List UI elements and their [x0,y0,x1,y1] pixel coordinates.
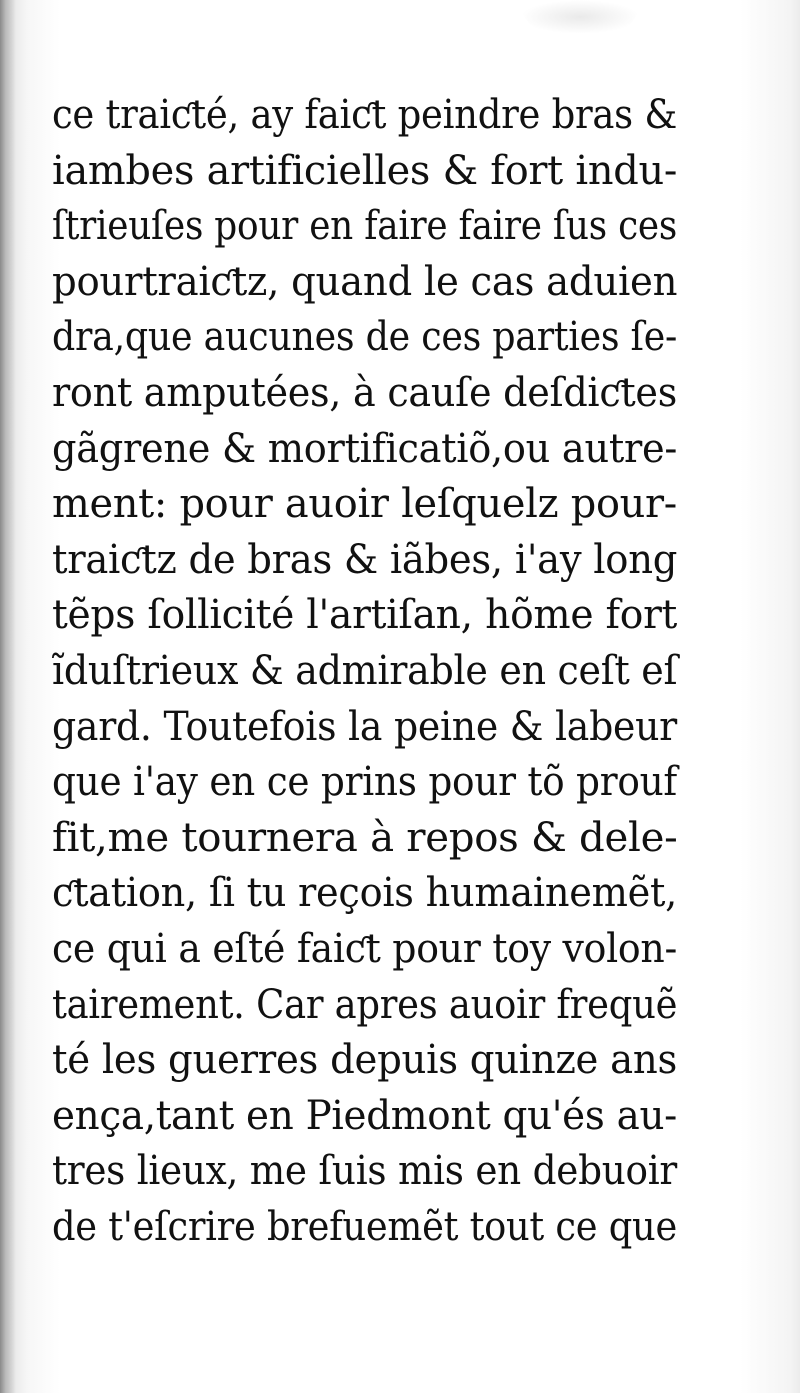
text-line-5: dra,que aucunes de ces parties ſe- [52,314,678,361]
text-line-7: gãgrene & mortificatiõ,ou autre- [52,425,677,472]
text-line-18: té les guerres depuis quinze ans [52,1037,678,1084]
text-line-2: iambes artificielles & fort indu- [52,147,677,194]
text-line-12: gard. Toutefois la peine & labeur [52,703,677,750]
text-line-8: ment: pour auoir leſquelz pour- [52,481,677,528]
text-line-17: tairement. Car apres auoir frequẽ [52,981,678,1028]
text-line-19: ença,tant en Piedmont qu'és au- [52,1092,678,1139]
text-line-15: ƈtation, ſi tu reçois humainemẽt, [52,870,677,917]
paper-stain [520,0,640,34]
text-line-14: fit,me tournera à repos & dele- [52,814,678,861]
text-line-4: pourtraiƈtz, quand le cas aduien [52,258,678,305]
text-line-3: ſtrieuſes pour en faire faire ſus ces [52,203,677,250]
text-line-11: ĩduſtrieux & admirable en ceſt eſ [52,647,678,694]
text-line-20: tres lieux, me ſuis mis en debuoir [52,1148,677,1195]
binding-shadow [0,0,16,1393]
text-line-1: ce traiƈté, ay faiƈt peindre bras & [52,92,678,138]
text-line-13: que i'ay en ce prins pour tõ prouf [52,759,677,806]
text-line-9: traiƈtz de bras & iãbes, i'ay long [52,536,678,583]
text-line-21: de t'eſcrire brefuemẽt tout ce que [52,1203,678,1250]
text-line-10: tẽps ſollicité l'artiſan, hõme fort [52,592,678,639]
body-text [52,88,692,1255]
text-line-6: ront amputées, à cauſe deſdiƈtes [52,369,677,416]
text-line-16: ce qui a eſté faiƈt pour toy volon- [52,925,677,972]
